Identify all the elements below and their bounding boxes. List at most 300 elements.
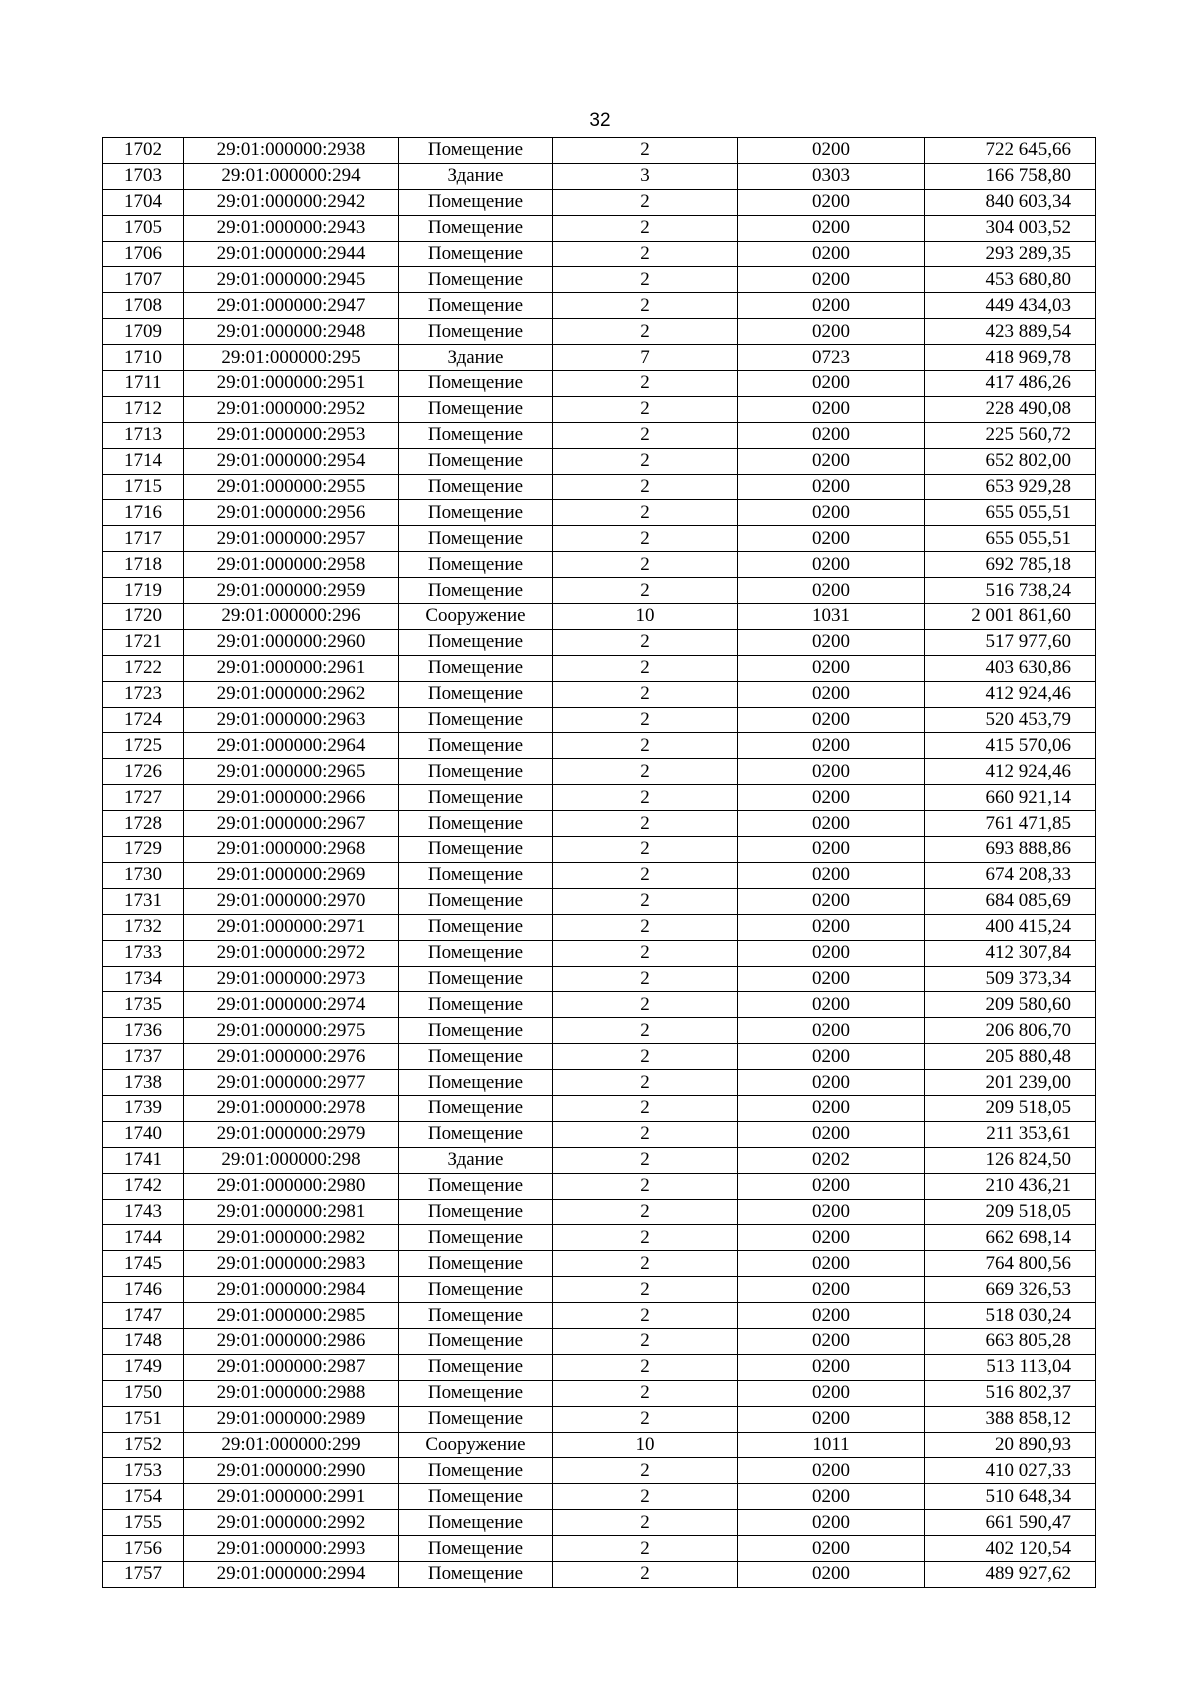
group-code-cell: 0200 <box>738 914 925 940</box>
cadastral-value-table <box>102 137 1096 1588</box>
group-code-cell: 0200 <box>738 733 925 759</box>
cadastral-number-cell: 29:01:000000:2971 <box>184 914 399 940</box>
cadastral-value-cell: 205 880,48 <box>925 1044 1096 1070</box>
type-code-cell: 2 <box>553 1199 738 1225</box>
type-code-cell: 2 <box>553 474 738 500</box>
object-type-cell: Помещение <box>399 1173 553 1199</box>
table-row <box>103 759 1096 785</box>
group-code-cell: 0200 <box>738 396 925 422</box>
type-code-cell: 2 <box>553 888 738 914</box>
row-number-cell: 1725 <box>103 733 184 759</box>
group-code-cell: 0200 <box>738 888 925 914</box>
table-row <box>103 1458 1096 1484</box>
type-code-cell: 2 <box>553 138 738 164</box>
object-type-cell: Помещение <box>399 1225 553 1251</box>
group-code-cell: 0200 <box>738 1406 925 1432</box>
group-code-cell: 0723 <box>738 345 925 371</box>
object-type-cell: Помещение <box>399 552 553 578</box>
row-number-cell: 1729 <box>103 837 184 863</box>
row-number-cell: 1734 <box>103 966 184 992</box>
type-code-cell: 2 <box>553 681 738 707</box>
object-type-cell: Помещение <box>399 1484 553 1510</box>
type-code-cell: 2 <box>553 707 738 733</box>
group-code-cell: 0200 <box>738 629 925 655</box>
cadastral-number-cell: 29:01:000000:2981 <box>184 1199 399 1225</box>
type-code-cell: 2 <box>553 1018 738 1044</box>
cadastral-number-cell: 29:01:000000:2990 <box>184 1458 399 1484</box>
object-type-cell: Помещение <box>399 1277 553 1303</box>
object-type-cell: Здание <box>399 1147 553 1173</box>
cadastral-number-cell: 29:01:000000:294 <box>184 163 399 189</box>
cadastral-value-cell: 228 490,08 <box>925 396 1096 422</box>
cadastral-number-cell: 29:01:000000:2954 <box>184 448 399 474</box>
table-row <box>103 163 1096 189</box>
object-type-cell: Помещение <box>399 526 553 552</box>
object-type-cell: Помещение <box>399 1561 553 1587</box>
row-number-cell: 1741 <box>103 1147 184 1173</box>
type-code-cell: 10 <box>553 604 738 630</box>
row-number-cell: 1743 <box>103 1199 184 1225</box>
group-code-cell: 0200 <box>738 966 925 992</box>
group-code-cell: 0200 <box>738 448 925 474</box>
type-code-cell: 2 <box>553 862 738 888</box>
table-row <box>103 526 1096 552</box>
object-type-cell: Помещение <box>399 785 553 811</box>
table-row <box>103 1432 1096 1458</box>
cadastral-value-cell: 201 239,00 <box>925 1070 1096 1096</box>
type-code-cell: 2 <box>553 1510 738 1536</box>
cadastral-value-cell: 663 805,28 <box>925 1328 1096 1354</box>
table-row <box>103 862 1096 888</box>
object-type-cell: Помещение <box>399 1536 553 1562</box>
object-type-cell: Помещение <box>399 681 553 707</box>
type-code-cell: 2 <box>553 1458 738 1484</box>
type-code-cell: 2 <box>553 655 738 681</box>
row-number-cell: 1728 <box>103 811 184 837</box>
table-row <box>103 837 1096 863</box>
type-code-cell: 2 <box>553 267 738 293</box>
row-number-cell: 1726 <box>103 759 184 785</box>
type-code-cell: 2 <box>553 1328 738 1354</box>
type-code-cell: 2 <box>553 811 738 837</box>
row-number-cell: 1735 <box>103 992 184 1018</box>
group-code-cell: 0200 <box>738 241 925 267</box>
row-number-cell: 1730 <box>103 862 184 888</box>
cadastral-number-cell: 29:01:000000:2959 <box>184 578 399 604</box>
group-code-cell: 0202 <box>738 1147 925 1173</box>
group-code-cell: 0200 <box>738 138 925 164</box>
object-type-cell: Здание <box>399 163 553 189</box>
object-type-cell: Помещение <box>399 629 553 655</box>
row-number-cell: 1702 <box>103 138 184 164</box>
object-type-cell: Здание <box>399 345 553 371</box>
group-code-cell: 0200 <box>738 1561 925 1587</box>
table-row <box>103 293 1096 319</box>
type-code-cell: 2 <box>553 837 738 863</box>
cadastral-number-cell: 29:01:000000:2985 <box>184 1303 399 1329</box>
table-row <box>103 811 1096 837</box>
row-number-cell: 1712 <box>103 396 184 422</box>
type-code-cell: 2 <box>553 785 738 811</box>
type-code-cell: 2 <box>553 1147 738 1173</box>
cadastral-number-cell: 29:01:000000:2964 <box>184 733 399 759</box>
table-row <box>103 1561 1096 1587</box>
row-number-cell: 1747 <box>103 1303 184 1329</box>
row-number-cell: 1705 <box>103 215 184 241</box>
table-row <box>103 1199 1096 1225</box>
type-code-cell: 2 <box>553 1406 738 1432</box>
cadastral-value-cell: 126 824,50 <box>925 1147 1096 1173</box>
type-code-cell: 2 <box>553 1380 738 1406</box>
table-row <box>103 1354 1096 1380</box>
type-code-cell: 2 <box>553 371 738 397</box>
object-type-cell: Помещение <box>399 966 553 992</box>
cadastral-value-cell: 209 518,05 <box>925 1199 1096 1225</box>
table-row <box>103 1510 1096 1536</box>
table-row <box>103 707 1096 733</box>
type-code-cell: 2 <box>553 1484 738 1510</box>
row-number-cell: 1753 <box>103 1458 184 1484</box>
type-code-cell: 2 <box>553 189 738 215</box>
row-number-cell: 1716 <box>103 500 184 526</box>
cadastral-number-cell: 29:01:000000:2952 <box>184 396 399 422</box>
group-code-cell: 0200 <box>738 940 925 966</box>
group-code-cell: 0200 <box>738 1354 925 1380</box>
group-code-cell: 0200 <box>738 811 925 837</box>
table-row <box>103 1095 1096 1121</box>
cadastral-value-cell: 402 120,54 <box>925 1536 1096 1562</box>
cadastral-number-cell: 29:01:000000:2962 <box>184 681 399 707</box>
group-code-cell: 0200 <box>738 1510 925 1536</box>
row-number-cell: 1736 <box>103 1018 184 1044</box>
group-code-cell: 0200 <box>738 474 925 500</box>
cadastral-value-cell: 211 353,61 <box>925 1121 1096 1147</box>
group-code-cell: 0200 <box>738 1018 925 1044</box>
cadastral-number-cell: 29:01:000000:2980 <box>184 1173 399 1199</box>
cadastral-value-cell: 520 453,79 <box>925 707 1096 733</box>
cadastral-value-cell: 517 977,60 <box>925 629 1096 655</box>
group-code-cell: 0200 <box>738 1380 925 1406</box>
object-type-cell: Помещение <box>399 1380 553 1406</box>
group-code-cell: 0200 <box>738 1458 925 1484</box>
cadastral-value-cell: 516 802,37 <box>925 1380 1096 1406</box>
table-row <box>103 604 1096 630</box>
row-number-cell: 1750 <box>103 1380 184 1406</box>
cadastral-number-cell: 29:01:000000:2989 <box>184 1406 399 1432</box>
cadastral-value-cell: 761 471,85 <box>925 811 1096 837</box>
table-row <box>103 1018 1096 1044</box>
object-type-cell: Помещение <box>399 1251 553 1277</box>
type-code-cell: 2 <box>553 1095 738 1121</box>
type-code-cell: 2 <box>553 1070 738 1096</box>
cadastral-value-cell: 660 921,14 <box>925 785 1096 811</box>
row-number-cell: 1748 <box>103 1328 184 1354</box>
object-type-cell: Помещение <box>399 293 553 319</box>
row-number-cell: 1733 <box>103 940 184 966</box>
table-row <box>103 1225 1096 1251</box>
group-code-cell: 0200 <box>738 1328 925 1354</box>
table-row <box>103 1173 1096 1199</box>
table-row <box>103 888 1096 914</box>
type-code-cell: 2 <box>553 396 738 422</box>
cadastral-number-cell: 29:01:000000:2960 <box>184 629 399 655</box>
cadastral-value-cell: 692 785,18 <box>925 552 1096 578</box>
row-number-cell: 1754 <box>103 1484 184 1510</box>
object-type-cell: Помещение <box>399 138 553 164</box>
group-code-cell: 0200 <box>738 1303 925 1329</box>
row-number-cell: 1704 <box>103 189 184 215</box>
type-code-cell: 2 <box>553 1173 738 1199</box>
type-code-cell: 2 <box>553 966 738 992</box>
cadastral-number-cell: 29:01:000000:2992 <box>184 1510 399 1536</box>
row-number-cell: 1706 <box>103 241 184 267</box>
row-number-cell: 1752 <box>103 1432 184 1458</box>
table-row <box>103 448 1096 474</box>
cadastral-value-cell: 661 590,47 <box>925 1510 1096 1536</box>
table-row <box>103 1277 1096 1303</box>
cadastral-value-cell: 652 802,00 <box>925 448 1096 474</box>
group-code-cell: 0200 <box>738 189 925 215</box>
group-code-cell: 0200 <box>738 371 925 397</box>
object-type-cell: Помещение <box>399 241 553 267</box>
object-type-cell: Помещение <box>399 189 553 215</box>
cadastral-number-cell: 29:01:000000:2972 <box>184 940 399 966</box>
cadastral-number-cell: 29:01:000000:2947 <box>184 293 399 319</box>
row-number-cell: 1744 <box>103 1225 184 1251</box>
cadastral-number-cell: 29:01:000000:2982 <box>184 1225 399 1251</box>
table-row <box>103 138 1096 164</box>
cadastral-number-cell: 29:01:000000:2991 <box>184 1484 399 1510</box>
row-number-cell: 1732 <box>103 914 184 940</box>
cadastral-number-cell: 29:01:000000:2945 <box>184 267 399 293</box>
type-code-cell: 2 <box>553 914 738 940</box>
row-number-cell: 1710 <box>103 345 184 371</box>
object-type-cell: Помещение <box>399 578 553 604</box>
cadastral-value-cell: 653 929,28 <box>925 474 1096 500</box>
type-code-cell: 2 <box>553 992 738 1018</box>
cadastral-number-cell: 29:01:000000:2978 <box>184 1095 399 1121</box>
type-code-cell: 2 <box>553 422 738 448</box>
cadastral-value-cell: 662 698,14 <box>925 1225 1096 1251</box>
object-type-cell: Помещение <box>399 371 553 397</box>
row-number-cell: 1727 <box>103 785 184 811</box>
cadastral-value-cell: 764 800,56 <box>925 1251 1096 1277</box>
type-code-cell: 2 <box>553 733 738 759</box>
object-type-cell: Помещение <box>399 267 553 293</box>
cadastral-value-cell: 684 085,69 <box>925 888 1096 914</box>
table-row <box>103 189 1096 215</box>
group-code-cell: 0303 <box>738 163 925 189</box>
row-number-cell: 1720 <box>103 604 184 630</box>
object-type-cell: Помещение <box>399 215 553 241</box>
table-row <box>103 1044 1096 1070</box>
object-type-cell: Помещение <box>399 1303 553 1329</box>
row-number-cell: 1707 <box>103 267 184 293</box>
type-code-cell: 2 <box>553 1225 738 1251</box>
cadastral-value-cell: 489 927,62 <box>925 1561 1096 1587</box>
group-code-cell: 0200 <box>738 992 925 1018</box>
cadastral-number-cell: 29:01:000000:2986 <box>184 1328 399 1354</box>
cadastral-value-cell: 453 680,80 <box>925 267 1096 293</box>
object-type-cell: Помещение <box>399 1458 553 1484</box>
cadastral-value-cell: 423 889,54 <box>925 319 1096 345</box>
group-code-cell: 0200 <box>738 578 925 604</box>
group-code-cell: 1031 <box>738 604 925 630</box>
cadastral-number-cell: 29:01:000000:298 <box>184 1147 399 1173</box>
object-type-cell: Помещение <box>399 448 553 474</box>
table-row <box>103 215 1096 241</box>
object-type-cell: Помещение <box>399 1199 553 1225</box>
cadastral-value-cell: 449 434,03 <box>925 293 1096 319</box>
table-row <box>103 655 1096 681</box>
cadastral-number-cell: 29:01:000000:2948 <box>184 319 399 345</box>
table-row <box>103 1147 1096 1173</box>
cadastral-number-cell: 29:01:000000:2963 <box>184 707 399 733</box>
group-code-cell: 0200 <box>738 1251 925 1277</box>
object-type-cell: Сооружение <box>399 604 553 630</box>
object-type-cell: Помещение <box>399 1044 553 1070</box>
cadastral-value-cell: 412 307,84 <box>925 940 1096 966</box>
group-code-cell: 0200 <box>738 862 925 888</box>
type-code-cell: 10 <box>553 1432 738 1458</box>
cadastral-value-cell: 655 055,51 <box>925 500 1096 526</box>
type-code-cell: 2 <box>553 241 738 267</box>
group-code-cell: 0200 <box>738 267 925 293</box>
object-type-cell: Помещение <box>399 474 553 500</box>
type-code-cell: 2 <box>553 319 738 345</box>
object-type-cell: Помещение <box>399 500 553 526</box>
cadastral-value-cell: 674 208,33 <box>925 862 1096 888</box>
row-number-cell: 1713 <box>103 422 184 448</box>
cadastral-number-cell: 29:01:000000:2951 <box>184 371 399 397</box>
type-code-cell: 2 <box>553 448 738 474</box>
cadastral-number-cell: 29:01:000000:2944 <box>184 241 399 267</box>
table-row <box>103 1303 1096 1329</box>
cadastral-number-cell: 29:01:000000:2953 <box>184 422 399 448</box>
group-code-cell: 0200 <box>738 422 925 448</box>
type-code-cell: 2 <box>553 629 738 655</box>
type-code-cell: 2 <box>553 500 738 526</box>
table-row <box>103 1380 1096 1406</box>
table-row <box>103 940 1096 966</box>
cadastral-value-cell: 388 858,12 <box>925 1406 1096 1432</box>
row-number-cell: 1739 <box>103 1095 184 1121</box>
table-row <box>103 1121 1096 1147</box>
table-row <box>103 785 1096 811</box>
type-code-cell: 2 <box>553 1044 738 1070</box>
group-code-cell: 0200 <box>738 1536 925 1562</box>
row-number-cell: 1722 <box>103 655 184 681</box>
cadastral-number-cell: 29:01:000000:2965 <box>184 759 399 785</box>
object-type-cell: Помещение <box>399 655 553 681</box>
cadastral-number-cell: 29:01:000000:2956 <box>184 500 399 526</box>
cadastral-number-cell: 29:01:000000:2974 <box>184 992 399 1018</box>
group-code-cell: 0200 <box>738 215 925 241</box>
table-row <box>103 241 1096 267</box>
object-type-cell: Помещение <box>399 1328 553 1354</box>
cadastral-number-cell: 29:01:000000:2943 <box>184 215 399 241</box>
object-type-cell: Помещение <box>399 862 553 888</box>
row-number-cell: 1731 <box>103 888 184 914</box>
table-row <box>103 371 1096 397</box>
group-code-cell: 0200 <box>738 1044 925 1070</box>
cadastral-number-cell: 29:01:000000:2993 <box>184 1536 399 1562</box>
cadastral-value-cell: 206 806,70 <box>925 1018 1096 1044</box>
table-row <box>103 345 1096 371</box>
row-number-cell: 1746 <box>103 1277 184 1303</box>
cadastral-value-cell: 412 924,46 <box>925 759 1096 785</box>
table-row <box>103 552 1096 578</box>
cadastral-value-cell: 509 373,34 <box>925 966 1096 992</box>
group-code-cell: 0200 <box>738 1277 925 1303</box>
cadastral-value-cell: 510 648,34 <box>925 1484 1096 1510</box>
object-type-cell: Помещение <box>399 707 553 733</box>
cadastral-value-cell: 304 003,52 <box>925 215 1096 241</box>
cadastral-value-cell: 840 603,34 <box>925 189 1096 215</box>
row-number-cell: 1708 <box>103 293 184 319</box>
type-code-cell: 2 <box>553 1354 738 1380</box>
object-type-cell: Помещение <box>399 992 553 1018</box>
group-code-cell: 0200 <box>738 319 925 345</box>
cadastral-number-cell: 29:01:000000:2988 <box>184 1380 399 1406</box>
table-row <box>103 1070 1096 1096</box>
cadastral-value-cell: 669 326,53 <box>925 1277 1096 1303</box>
cadastral-value-cell: 693 888,86 <box>925 837 1096 863</box>
table-body <box>103 138 1096 1588</box>
object-type-cell: Помещение <box>399 733 553 759</box>
group-code-cell: 0200 <box>738 552 925 578</box>
table-row <box>103 966 1096 992</box>
object-type-cell: Помещение <box>399 1095 553 1121</box>
row-number-cell: 1709 <box>103 319 184 345</box>
cadastral-number-cell: 29:01:000000:2984 <box>184 1277 399 1303</box>
cadastral-number-cell: 29:01:000000:2994 <box>184 1561 399 1587</box>
type-code-cell: 2 <box>553 552 738 578</box>
object-type-cell: Помещение <box>399 1406 553 1432</box>
cadastral-value-cell: 410 027,33 <box>925 1458 1096 1484</box>
type-code-cell: 2 <box>553 526 738 552</box>
cadastral-value-cell: 518 030,24 <box>925 1303 1096 1329</box>
group-code-cell: 0200 <box>738 1095 925 1121</box>
table-row <box>103 1406 1096 1432</box>
row-number-cell: 1745 <box>103 1251 184 1277</box>
group-code-cell: 0200 <box>738 1199 925 1225</box>
page-number: 32 <box>589 110 611 131</box>
cadastral-number-cell: 29:01:000000:2969 <box>184 862 399 888</box>
table-row <box>103 1328 1096 1354</box>
cadastral-value-cell: 20 890,93 <box>925 1432 1096 1458</box>
cadastral-value-cell: 209 580,60 <box>925 992 1096 1018</box>
row-number-cell: 1718 <box>103 552 184 578</box>
cadastral-value-cell: 166 758,80 <box>925 163 1096 189</box>
row-number-cell: 1723 <box>103 681 184 707</box>
object-type-cell: Помещение <box>399 759 553 785</box>
table-row <box>103 396 1096 422</box>
type-code-cell: 2 <box>553 1536 738 1562</box>
cadastral-number-cell: 29:01:000000:2966 <box>184 785 399 811</box>
row-number-cell: 1711 <box>103 371 184 397</box>
type-code-cell: 3 <box>553 163 738 189</box>
object-type-cell: Помещение <box>399 1354 553 1380</box>
row-number-cell: 1751 <box>103 1406 184 1432</box>
group-code-cell: 0200 <box>738 1225 925 1251</box>
group-code-cell: 0200 <box>738 1173 925 1199</box>
type-code-cell: 2 <box>553 215 738 241</box>
row-number-cell: 1724 <box>103 707 184 733</box>
cadastral-number-cell: 29:01:000000:2957 <box>184 526 399 552</box>
cadastral-value-cell: 513 113,04 <box>925 1354 1096 1380</box>
cadastral-number-cell: 29:01:000000:2973 <box>184 966 399 992</box>
